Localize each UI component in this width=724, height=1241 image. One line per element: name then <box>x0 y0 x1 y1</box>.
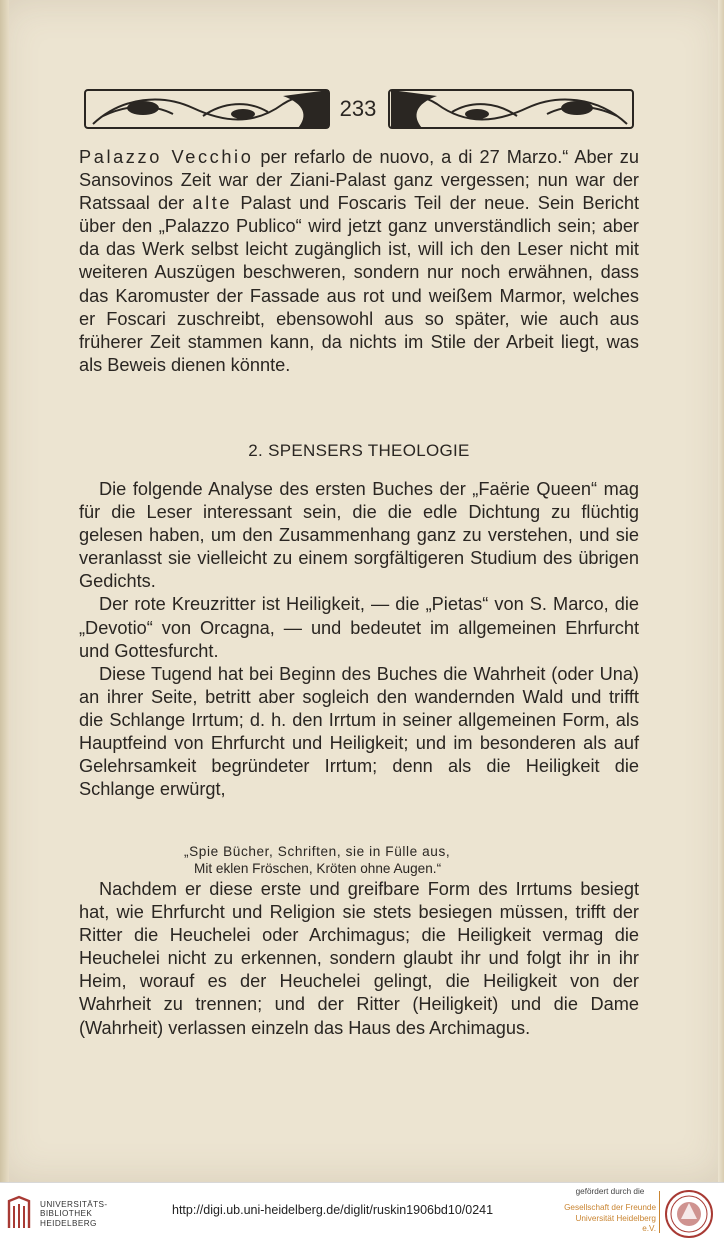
footer-divider <box>659 1191 660 1233</box>
spaced-word-alte: alte <box>192 193 233 214</box>
verse-line-2: Mit eklen Fröschen, Kröten ohne Augen.“ <box>194 861 442 876</box>
right-header-ornament <box>387 86 637 132</box>
library-line-3: HEIDELBERG <box>40 1218 97 1228</box>
society-line-1: Gesellschaft der Freunde <box>564 1203 656 1212</box>
left-header-ornament <box>83 86 333 132</box>
library-line-1: UNIVERSITÄTS- <box>40 1200 108 1209</box>
library-name <box>40 1200 108 1228</box>
section-heading: 2. SPENSERS THEOLOGIE <box>248 441 470 460</box>
digitization-footer <box>0 1182 724 1241</box>
verse-line-1: „Spie Bücher, Schriften, sie in Fülle aus, <box>184 844 451 859</box>
page-left-edge <box>0 0 9 1182</box>
text-block-bottom <box>79 878 639 1040</box>
paragraph-palazzo <box>79 146 639 377</box>
verse-quote <box>184 843 544 877</box>
paragraph-tugend: Diese Tugend hat bei Beginn des Buches die Wahrheit (oder Una) an ihrer Seite, betritt aber sogleich den wandernden Wald und trifft die Schlange Irrtum; d. h. den Irrtum in seiner allgemeinen Form, als Hauptfeind von Ehrfurcht und Heiligkeit; und im besonderen als auf Gelehrsamkeit begründeter Irrtum; denn als die Heiligkeit die Schlange erwürgt, <box>79 663 639 800</box>
page-right-edge <box>718 0 724 1182</box>
text-block-middle <box>79 478 639 801</box>
society-line-2: Universität Heidelberg e.V. <box>575 1213 656 1233</box>
library-line-2: BIBLIOTHEK <box>40 1209 93 1219</box>
text-block-top <box>79 146 639 377</box>
society-name <box>560 1203 656 1235</box>
spaced-phrase-palazzo-vecchio: Palazzo Vecchio <box>79 147 254 167</box>
paragraph-analyse: Die folgende Analyse des ersten Buches der „Faërie Queen“ mag für die Leser interessant sein, die die edle Dichtung zu flüchtig gelesen haben, um den Zusammenhang ganz zu verstehen, und sie veranlasst sie vielleicht zu einem sorgfältigeren Studium des übrigen Gedichts. <box>79 479 639 592</box>
paragraph-kreuzritter: Der rote Kreuzritter ist Heiligkeit, — die „Pietas“ von S. Marco, die „Devotio“ von Orcagna, — und bedeutet im allgemeinen Ehrfurcht und Gottesfurcht. <box>79 594 639 661</box>
funded-by-label: gefördert durch die <box>575 1187 645 1196</box>
university-seal-icon <box>664 1189 714 1239</box>
paragraph-text: Palast und Foscaris Teil der neue. Sein Bericht über den „Palazzo Publico“ wird jetzt ganz unverständlich sein; aber da das Werk selbst leicht zugänglich ist, will ich den Leser nicht mit weiteren Auszügen beschweren, sondern nur noch erwähnen, dass das Karomuster der Fassade aus rot und weißem Marmor, welches er Foscari zuschreibt, ebensowohl aus so später, wie auch aus früherer Zeit stammen kann, da nichts im Stile der Arbeit liegt, was als Beweis dienen könnte. <box>79 193 639 375</box>
paragraph-text: per refarlo de nuovo, a di 27 Marzo.“ Aber zu Sansovinos Zeit war der Ziani-Palast ganz vergessen; nun war der Ratssaal der <box>79 147 639 214</box>
permalink-url[interactable]: http://digi.ub.uni-heidelberg.de/diglit/ruskin1906bd10/0241 <box>172 1203 494 1217</box>
university-library-logo-icon <box>6 1195 32 1231</box>
paragraph-heuchelei: Nachdem er diese erste und greifbare Form des Irrtums besiegt hat, wie Ehrfurcht und Religion sie stets besiegen müssen, trifft der Ritter die Heuchelei oder Archimagus; die Heiligkeit vermag die Heuchelei nicht zu erkennen, sondern glaubt ihr und folgt ihr in ihr Heim, worauf es der Heuchelei gelingt, die Heiligkeit von der Wahrheit zu trennen; und der Ritter (Heiligkeit) und die Dame (Wahrheit) verlassen einzeln das Haus des Archimagus. <box>79 879 639 1038</box>
page-number: 233 <box>339 96 377 121</box>
